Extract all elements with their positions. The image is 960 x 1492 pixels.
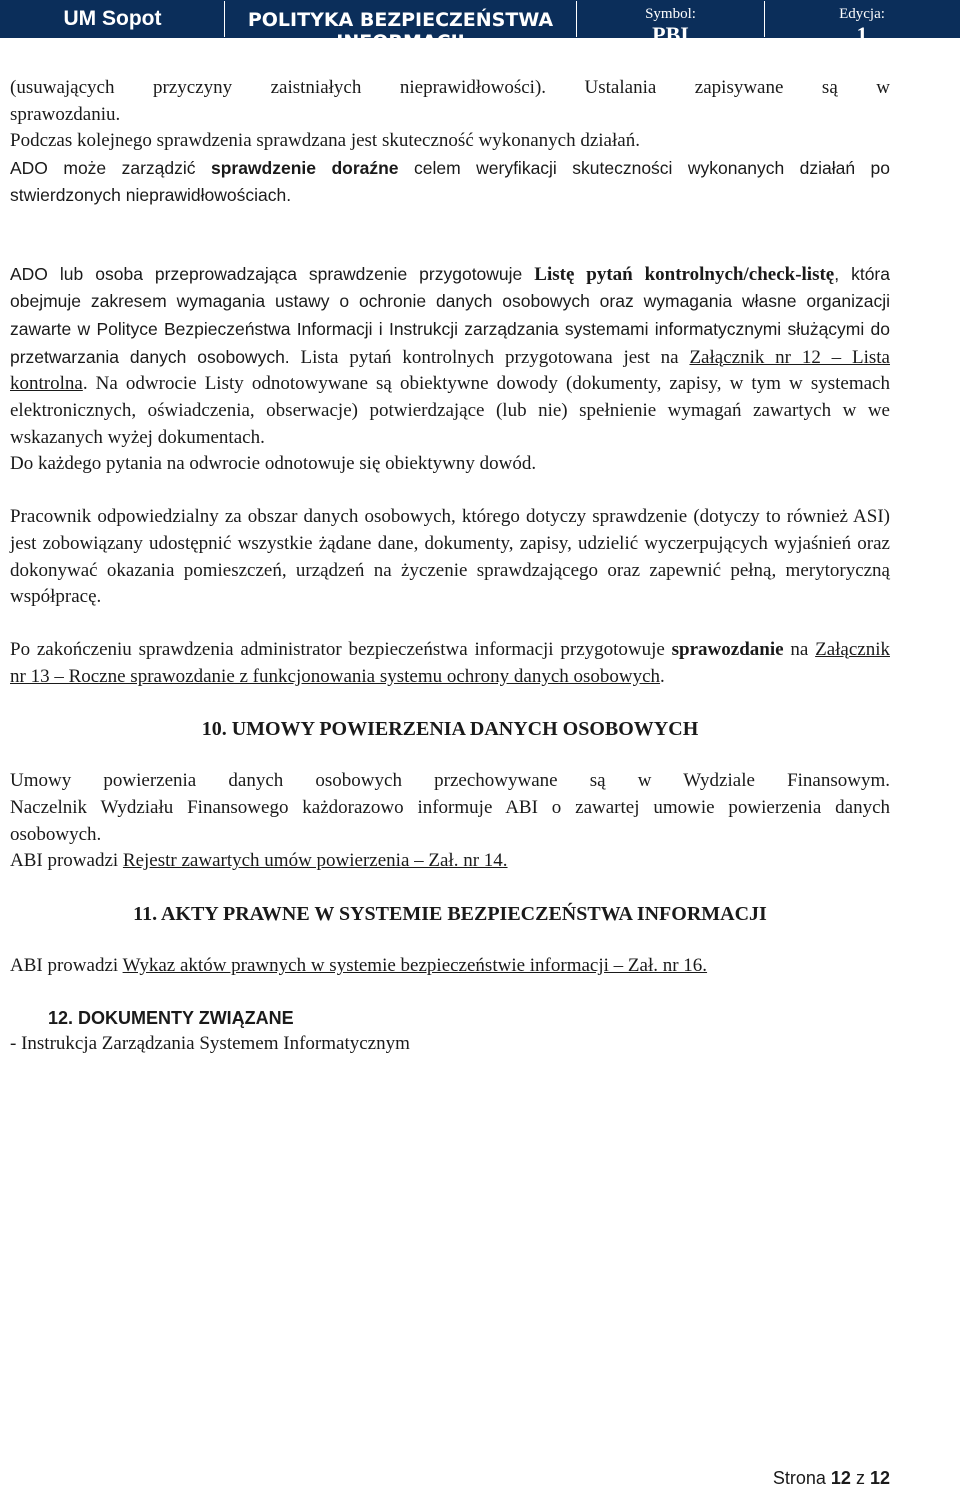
paragraph-7-end: . xyxy=(660,665,665,687)
paragraph-5: Do każdego pytania na odwrocie odnotowuje się obiektywny dowód. xyxy=(10,453,537,475)
edition-label: Edycja: xyxy=(839,6,885,22)
paragraph-4-mid: , która obejmuje zakresem wymagania ustawy o ochronie danych osobowych oraz wymagania własne organizacji zawarte w Polityce Bezpieczeństwa Informacji i Instrukcji zarządzania systemami informatycznymi służącymi do przetwarzania danych osobowych. xyxy=(10,263,890,367)
edition-cell xyxy=(765,1,959,47)
paragraph-6: Pracownik odpowiedzialny za obszar danych osobowych, którego dotyczy sprawdzenie (dotyczy to również ASI) jest zobowiązany udostępnić wszystkie żądane dane, dokumenty, zapisy, udzielić wyczerpujących wyjaśnień oraz dokonywać okazania pomieszczeń, urządzeń na życzenie sprawdzającego oraz zapewnić pełną, merytoryczną współpracę. xyxy=(10,506,890,608)
paragraph-4-post: Lista pytań kontrolnych przygotowana jest na xyxy=(289,346,690,368)
page-separator: z xyxy=(855,1468,865,1488)
paragraph-2: Podczas kolejnego sprawdzenia sprawdzana jest skuteczność wykonanych działań. xyxy=(10,130,640,152)
symbol-value: PBI xyxy=(652,22,689,47)
paragraph-4-bold: Listę pytań kontrolnych/check-listę xyxy=(534,263,835,285)
paragraph-4-tail: . Na odwrocie Listy odnotowywane są obiektywne dowody (dokumenty, zapisy, w tym w systemach elektronicznych, oświadczenia, obserwacje) potwierdzające (lub nie) spełnienie wymagań zawartych w we wskazanych wyżej dokumentach. xyxy=(10,373,890,448)
document-body xyxy=(10,75,890,1058)
paragraph-4 xyxy=(10,261,890,452)
heading-section-10: 10. UMOWY POWIERZENIA DANYCH OSOBOWYCH xyxy=(201,718,699,741)
paragraph-11: - Instrukcja Zarządzania Systemem Informatycznym xyxy=(10,1032,410,1054)
link-rejestr-umow[interactable]: Rejestr zawartych umów powierzenia – Zał. nr 14. xyxy=(122,850,508,872)
paragraph-7-text: Po zakończeniu sprawdzenia administrator bezpieczeństwa informacji przygotowuje xyxy=(10,638,672,660)
paragraph-10 xyxy=(10,953,890,980)
link-sprawozdanie[interactable]: Załącznik nr 13 – Roczne sprawozdanie z funkcjonowania systemu ochrony danych osobowych xyxy=(10,638,890,687)
heading-section-11: 11. AKTY PRAWNE W SYSTEMIE BEZPIECZEŃSTWA INFORMACJI xyxy=(133,903,767,926)
paragraph-7 xyxy=(10,637,890,690)
symbol-cell xyxy=(577,1,765,47)
paragraph-3-bold: sprawdzenie doraźne xyxy=(210,158,399,179)
paragraph-9-text: ABI prowadzi xyxy=(10,850,123,872)
link-wykaz-aktow[interactable]: Wykaz aktów prawnych w systemie bezpieczeństwie informacji – Zał. nr 16. xyxy=(122,955,708,977)
page-footer xyxy=(773,1468,890,1489)
document-title-line1: POLITYKA BEZPIECZEŃSTWA xyxy=(247,9,554,31)
paragraph-3 xyxy=(10,155,890,208)
paragraph-9 xyxy=(10,848,890,875)
document-header xyxy=(0,0,960,53)
paragraph-3-text: ADO może zarządzić xyxy=(10,158,211,179)
edition-value: 1 xyxy=(856,22,868,47)
link-lista-kontrolna[interactable]: Załącznik nr 12 – Lista kontrolna xyxy=(10,346,890,395)
paragraph-3-tail: celem weryfikacji skuteczności wykonanych działań po stwierdzonych nieprawidłowościach. xyxy=(10,158,890,205)
organization-name: UM Sopot xyxy=(1,1,225,37)
paragraph-1-line-1: (usuwających przyczyny zaistniałych nieprawidłowości). Ustalania zapisywane są w xyxy=(10,77,890,98)
paragraph-1 xyxy=(10,75,890,102)
paragraph-7-mid: na xyxy=(783,638,816,660)
heading-section-12: 12. DOKUMENTY ZWIĄZANE xyxy=(48,1007,294,1028)
page-total: 12 xyxy=(869,1468,890,1488)
paragraph-4-text: ADO lub osoba przeprowadzająca sprawdzenie przygotowuje xyxy=(10,263,535,284)
symbol-label: Symbol: xyxy=(645,6,696,22)
page-current: 12 xyxy=(830,1468,851,1488)
paragraph-1-line-2: sprawozdaniu. xyxy=(10,103,121,125)
paragraph-7-bold: sprawozdanie xyxy=(671,638,784,660)
paragraph-8-line-1: Umowy powierzenia danych osobowych przechowywane są w Wydziale Finansowym. xyxy=(10,770,890,792)
page-word: Strona xyxy=(772,1468,826,1488)
paragraph-8-line-2: Naczelnik Wydziału Finansowego każdorazowo informuje ABI o zawartej umowie powierzenia danych osobowych. xyxy=(10,797,890,845)
document-title xyxy=(225,1,577,53)
paragraph-10-text: ABI prowadzi xyxy=(10,955,123,977)
document-title-line2: INFORMACJI xyxy=(336,31,465,53)
